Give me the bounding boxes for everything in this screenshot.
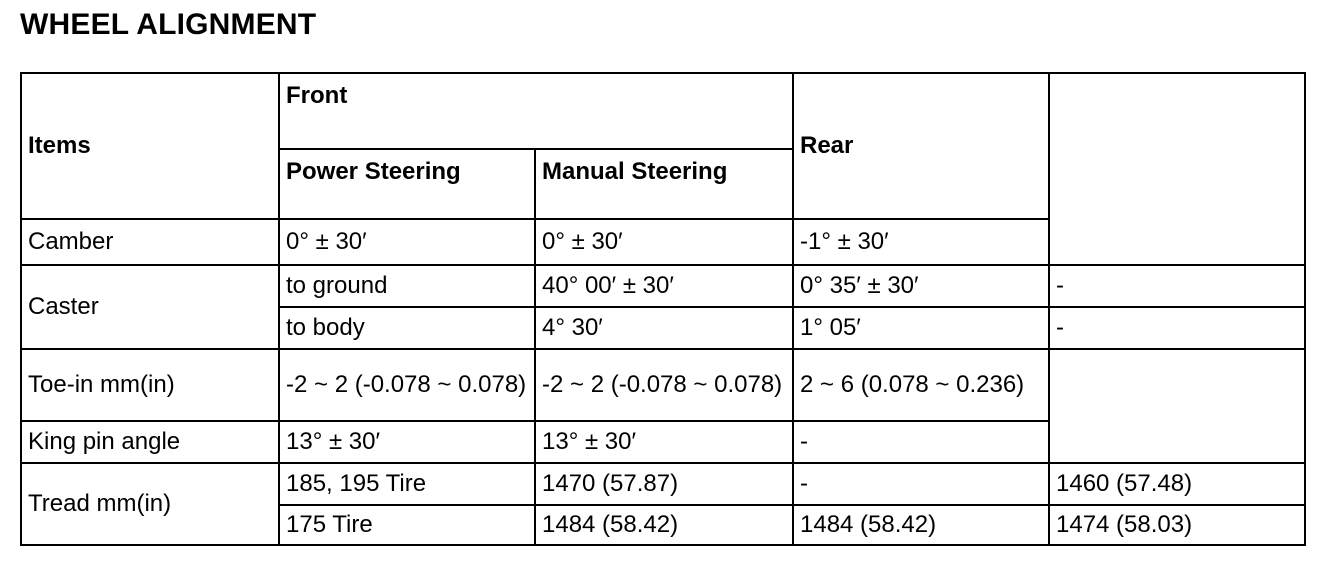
caster-body-rear: 1° 05′ (793, 307, 1049, 349)
camber-label: Camber (21, 219, 279, 265)
blank-cell (1049, 349, 1305, 463)
caster-body-sub: to body (279, 307, 535, 349)
header-blank-cell (1049, 73, 1305, 265)
toe-in-manual: -2 ~ 2 (-0.078 ~ 0.078) (535, 349, 793, 421)
toe-in-power: -2 ~ 2 (-0.078 ~ 0.078) (279, 349, 535, 421)
camber-rear: -1° ± 30′ (793, 219, 1049, 265)
header-manual-steering: Manual Steering (535, 149, 793, 219)
tread-175-sub: 175 Tire (279, 505, 535, 545)
caster-body-extra: - (1049, 307, 1305, 349)
king-pin-rear: - (793, 421, 1049, 463)
header-items: Items (21, 73, 279, 219)
page-title: WHEEL ALIGNMENT (20, 8, 317, 41)
tread-175-extra: 1474 (58.03) (1049, 505, 1305, 545)
tread-185-extra: 1460 (57.48) (1049, 463, 1305, 505)
caster-ground-sub: to ground (279, 265, 535, 307)
wheel-alignment-table (20, 72, 1306, 546)
king-pin-manual: 13° ± 30′ (535, 421, 793, 463)
table-row (21, 349, 1305, 421)
toe-in-label: Toe-in mm(in) (21, 349, 279, 421)
tread-175-front: 1484 (58.42) (535, 505, 793, 545)
caster-ground-front: 40° 00′ ± 30′ (535, 265, 793, 307)
toe-in-rear: 2 ~ 6 (0.078 ~ 0.236) (793, 349, 1049, 421)
table-row (21, 463, 1305, 505)
caster-label: Caster (21, 265, 279, 349)
header-power-steering: Power Steering (279, 149, 535, 219)
caster-ground-extra: - (1049, 265, 1305, 307)
camber-power: 0° ± 30′ (279, 219, 535, 265)
tread-175-rear: 1484 (58.42) (793, 505, 1049, 545)
header-rear: Rear (793, 73, 1049, 219)
camber-manual: 0° ± 30′ (535, 219, 793, 265)
king-pin-label: King pin angle (21, 421, 279, 463)
table-row (21, 265, 1305, 307)
caster-ground-rear: 0° 35′ ± 30′ (793, 265, 1049, 307)
tread-185-front: 1470 (57.87) (535, 463, 793, 505)
caster-body-front: 4° 30′ (535, 307, 793, 349)
king-pin-power: 13° ± 30′ (279, 421, 535, 463)
header-front: Front (279, 73, 793, 149)
tread-label: Tread mm(in) (21, 463, 279, 545)
tread-185-rear: - (793, 463, 1049, 505)
tread-185-sub: 185, 195 Tire (279, 463, 535, 505)
